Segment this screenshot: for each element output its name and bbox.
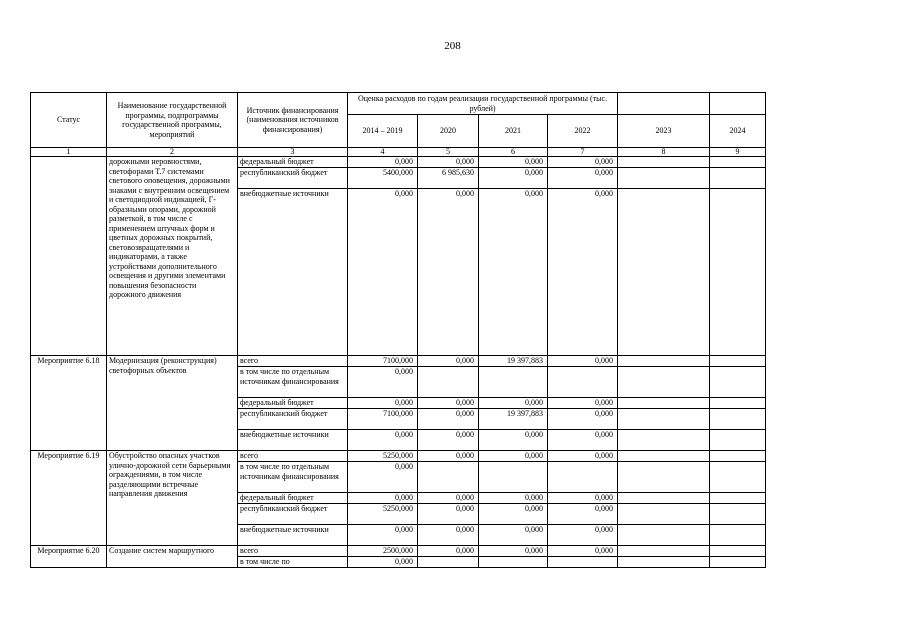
value-cell: 0,000 [418,398,479,409]
value-cell: 0,000 [418,546,479,557]
source-federal: федеральный бюджет [238,157,348,168]
value-cell: 0,000 [548,168,618,189]
col-number: 9 [710,148,766,157]
header-source: Источник финансирования (наименования источников финансирования) [238,93,348,148]
value-cell: 0,000 [548,504,618,525]
value-cell: 7100,000 [348,356,418,367]
value-cell: 0,000 [418,356,479,367]
header-year-1: 2014 – 2019 [348,115,418,148]
value-cell: 0,000 [418,525,479,546]
value-cell: 0,000 [548,546,618,557]
source-total: всего [238,451,348,462]
header-year-2: 2020 [418,115,479,148]
value-cell: 0,000 [348,189,418,356]
source-republic: республиканский бюджет [238,409,348,430]
header-year-3: 2021 [479,115,548,148]
source-incl: в том числе по отдельным источникам финансирования [238,367,348,398]
value-cell: 0,000 [418,409,479,430]
value-cell: 0,000 [348,367,418,398]
source-republic: республиканский бюджет [238,504,348,525]
value-cell: 0,000 [418,493,479,504]
budget-table [30,92,766,568]
col-number: 7 [548,148,618,157]
value-cell: 0,000 [479,157,548,168]
source-total: всего [238,356,348,367]
value-cell: 0,000 [479,189,548,356]
value-cell: 0,000 [348,462,418,493]
value-cell: 0,000 [418,157,479,168]
value-cell: 0,000 [479,451,548,462]
value-cell: 0,000 [479,504,548,525]
value-cell: 0,000 [348,157,418,168]
continued-name: дорожными неровностями, светофорами Т.7 системами светового оповещения, дорожными знаками с внутренним освещением и светодиодной индикацией, Г-образными опорами, дорожной разметкой, в том числе с применением штучных форм и цветных дорожных покрытий, световозвращателями и индикаторами, а также устройствами дополнительного освещения и другими элементами повышения безопасности дорожного движения [107,157,238,356]
source-republic: республиканский бюджет [238,168,348,189]
value-cell: 19 397,883 [479,356,548,367]
name-6-19: Обустройство опасных участков улично-дорожной сети барьерными ограждениями, в том числе разделяющими встречные направления движения [107,451,238,546]
col-number: 6 [479,148,548,157]
value-cell: 0,000 [479,525,548,546]
col-number: 1 [31,148,107,157]
col-number: 2 [107,148,238,157]
value-cell: 0,000 [548,451,618,462]
name-6-20: Создание систем маршрутного [107,546,238,568]
value-cell: 0,000 [479,546,548,557]
value-cell: 0,000 [418,189,479,356]
value-cell: 0,000 [548,356,618,367]
value-cell: 0,000 [548,409,618,430]
status-6-18: Мероприятие 6.18 [31,356,107,451]
value-cell: 19 397,883 [479,409,548,430]
value-cell: 5250,000 [348,451,418,462]
value-cell: 0,000 [418,430,479,451]
value-cell: 0,000 [418,451,479,462]
value-cell: 0,000 [479,493,548,504]
value-cell: 0,000 [348,430,418,451]
value-cell: 6 985,630 [418,168,479,189]
col-number: 3 [238,148,348,157]
value-cell: 0,000 [479,168,548,189]
value-cell: 7100,000 [348,409,418,430]
value-cell: 0,000 [548,525,618,546]
header-year-4: 2022 [548,115,618,148]
value-cell: 2500,000 [348,546,418,557]
col-number: 4 [348,148,418,157]
header-year-6: 2024 [710,115,766,148]
value-cell: 0,000 [348,493,418,504]
value-cell: 0,000 [348,557,418,568]
value-cell: 5250,000 [348,504,418,525]
source-incl: в том числе по [238,557,348,568]
source-extra: внебюджетные источники [238,430,348,451]
header-estimate: Оценка расходов по годам реализации государственной программы (тыс. рублей) [348,93,618,115]
col-number: 5 [418,148,479,157]
page-number: 208 [444,40,461,52]
source-extra: внебюджетные источники [238,525,348,546]
value-cell: 0,000 [479,398,548,409]
value-cell: 5400,000 [348,168,418,189]
header-name: Наименование государственной программы, подпрограммы государственной программы, мероприятий [107,93,238,148]
status-6-20: Мероприятие 6.20 [31,546,107,568]
value-cell: 0,000 [548,157,618,168]
value-cell: 0,000 [548,398,618,409]
value-cell: 0,000 [418,504,479,525]
source-federal: федеральный бюджет [238,493,348,504]
source-total: всего [238,546,348,557]
source-federal: федеральный бюджет [238,398,348,409]
value-cell: 0,000 [348,398,418,409]
value-cell: 0,000 [548,493,618,504]
value-cell: 0,000 [548,189,618,356]
header-year-5: 2023 [618,115,710,148]
status-6-19: Мероприятие 6.19 [31,451,107,546]
name-6-18: Модернизация (реконструкция) светофорных объектов [107,356,238,451]
header-status: Статус [31,93,107,148]
col-number: 8 [618,148,710,157]
source-extra: внебюджетные источники [238,189,348,356]
value-cell: 0,000 [548,430,618,451]
source-incl: в том числе по отдельным источникам финансирования [238,462,348,493]
value-cell: 0,000 [348,525,418,546]
value-cell: 0,000 [479,430,548,451]
